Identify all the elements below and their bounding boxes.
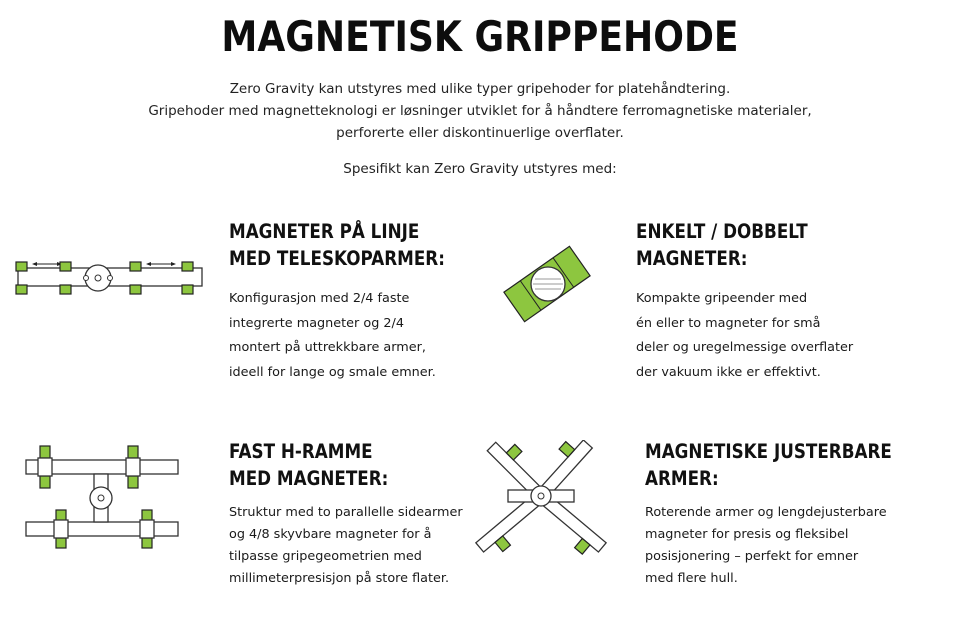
- body-line: der vakuum ikke er effektivt.: [636, 364, 821, 380]
- body-line: deler og uregelmessige overflater: [636, 340, 854, 355]
- body-line: med flere hull.: [645, 571, 738, 586]
- body-line: Konfigurasjon med 2/4 faste: [229, 291, 410, 306]
- section-title-adjustable-arms: [645, 438, 892, 492]
- single-double-magnet-icon: [503, 244, 591, 324]
- section-body-single-double: [636, 287, 853, 385]
- section-title-line: FAST H-RAMME: [229, 440, 373, 463]
- section-title-inline-magnets: [229, 218, 445, 272]
- body-line: montert på uttrekkbare armer,: [229, 340, 426, 355]
- body-line: posisjonering – perfekt for emner: [645, 549, 859, 564]
- adjustable-arms-magnets-icon: [468, 440, 634, 570]
- inline-telescopic-magnets-icon: [12, 252, 208, 302]
- body-line: Roterende armer og lengdejusterbare: [645, 505, 887, 520]
- body-line: integrerte magneter og 2/4: [229, 315, 405, 331]
- body-line: Kompakte gripeender med: [636, 291, 808, 306]
- intro-specific: Spesifikt kan Zero Gravity utstyres med:: [343, 161, 617, 177]
- section-body-adjustable-arms: [645, 502, 887, 590]
- section-title-line: MAGNETER PÅ LINJE: [229, 220, 420, 243]
- intro: [0, 78, 960, 180]
- intro-line: perforerte eller diskontinuerlige overflater.: [336, 125, 624, 141]
- body-line: magneter for presis og fleksibel: [645, 527, 849, 542]
- body-line: tilpasse gripegeometrien med: [229, 549, 422, 564]
- section-body-h-frame: [229, 502, 463, 590]
- body-line: millimeterpresisjon på store flater.: [229, 571, 450, 586]
- section-title-line: ARMER:: [645, 467, 719, 490]
- section-title-line: MED MAGNETER:: [229, 467, 389, 490]
- page-title: MAGNETISK GRIPPEHODE: [221, 12, 739, 61]
- section-title-h-frame: [229, 438, 388, 492]
- h-frame-magnets-icon: [22, 444, 182, 550]
- section-title-line: ENKELT / DOBBELT: [636, 220, 808, 243]
- intro-line: Gripehoder med magnetteknologi er løsninger utviklet for å håndtere ferromagnetiske materialer,: [148, 103, 812, 119]
- body-line: én eller to magneter for små: [636, 315, 821, 331]
- section-body-inline-magnets: [229, 287, 436, 385]
- body-line: Struktur med to parallelle sidearmer: [229, 505, 463, 520]
- section-title-line: MED TELESKOPARMER:: [229, 247, 445, 270]
- section-title-line: MAGNETISKE JUSTERBARE: [645, 440, 892, 463]
- section-title-single-double: [636, 218, 808, 272]
- body-line: og 4/8 skyvbare magneter for å: [229, 527, 432, 542]
- section-title-line: MAGNETER:: [636, 247, 748, 270]
- body-line: ideell for lange og smale emner.: [229, 364, 436, 380]
- intro-line: Zero Gravity kan utstyres med ulike typer gripehoder for platehåndtering.: [229, 81, 731, 97]
